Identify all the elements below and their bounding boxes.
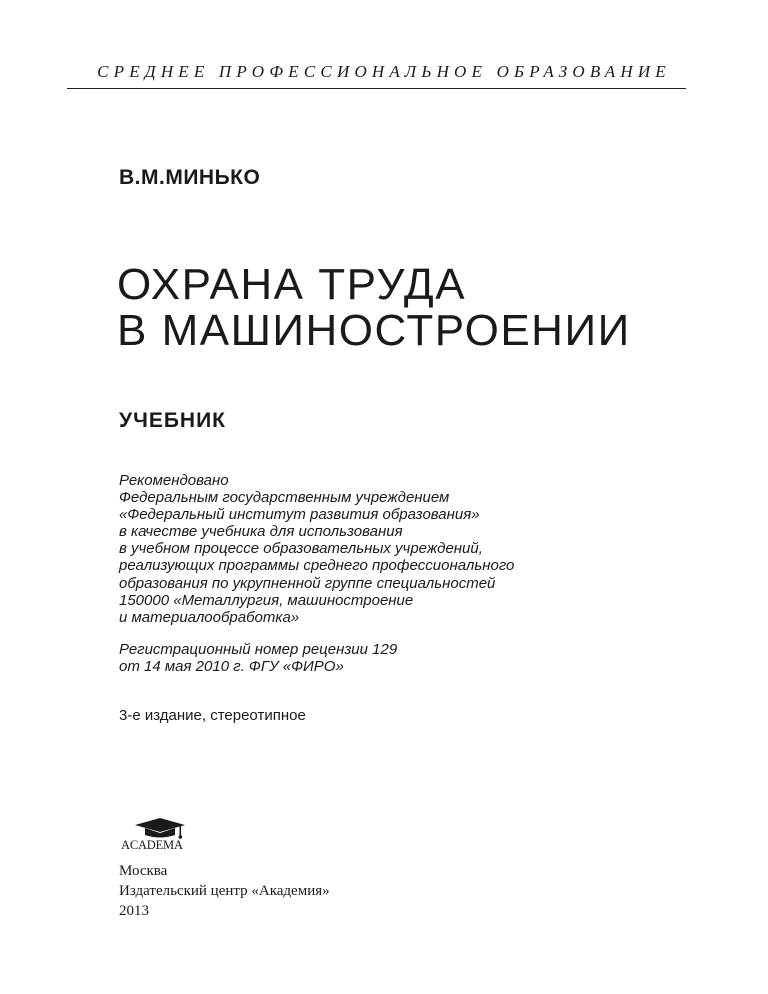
recommendation-line: реализующих программы среднего профессионального	[119, 557, 515, 575]
recommendation-line: в качестве учебника для использования	[119, 523, 403, 541]
publisher-logo	[121, 818, 201, 854]
publisher-name: Издательский центр «Академия»	[119, 883, 330, 899]
series-divider	[67, 88, 686, 89]
recommendation-line: 150000 «Металлургия, машиностроение	[119, 591, 414, 609]
publisher-logo-text: ACADEMA	[121, 838, 183, 852]
document-type: УЧЕБНИК	[119, 409, 226, 432]
academia-mortarboard-icon	[133, 818, 187, 840]
registration-block	[119, 641, 719, 675]
publication-year: 2013	[119, 903, 149, 919]
edition-note: 3-е издание, стереотипное	[119, 707, 306, 724]
recommendation-line: «Федеральный институт развития образования»	[119, 506, 480, 524]
publisher-imprint	[119, 861, 519, 921]
recommendation-line: Федеральным государственным учреждением	[119, 489, 450, 507]
publisher-city: Москва	[119, 863, 168, 879]
series-title: СРЕДНЕЕ ПРОФЕССИОНАЛЬНОЕ ОБРАЗОВАНИЕ	[97, 62, 671, 81]
registration-line: Регистрационный номер рецензии 129	[119, 641, 398, 658]
registration-line: от 14 мая 2010 г. ФГУ «ФИРО»	[119, 658, 344, 676]
recommendation-line: и материалообработка»	[119, 608, 300, 626]
book-title-line-2: В МАШИНОСТРОЕНИИ	[117, 306, 631, 355]
recommendation-line: в учебном процессе образовательных учреждений,	[119, 540, 483, 558]
book-title	[117, 262, 737, 354]
recommendation-block	[119, 472, 719, 626]
recommendation-line: образования по укрупненной группе специальностей	[119, 574, 496, 592]
book-title-line-1: ОХРАНА ТРУДА	[117, 260, 467, 309]
recommendation-line: Рекомендовано	[119, 472, 229, 489]
author-name: В.М.МИНЬКО	[119, 166, 261, 189]
